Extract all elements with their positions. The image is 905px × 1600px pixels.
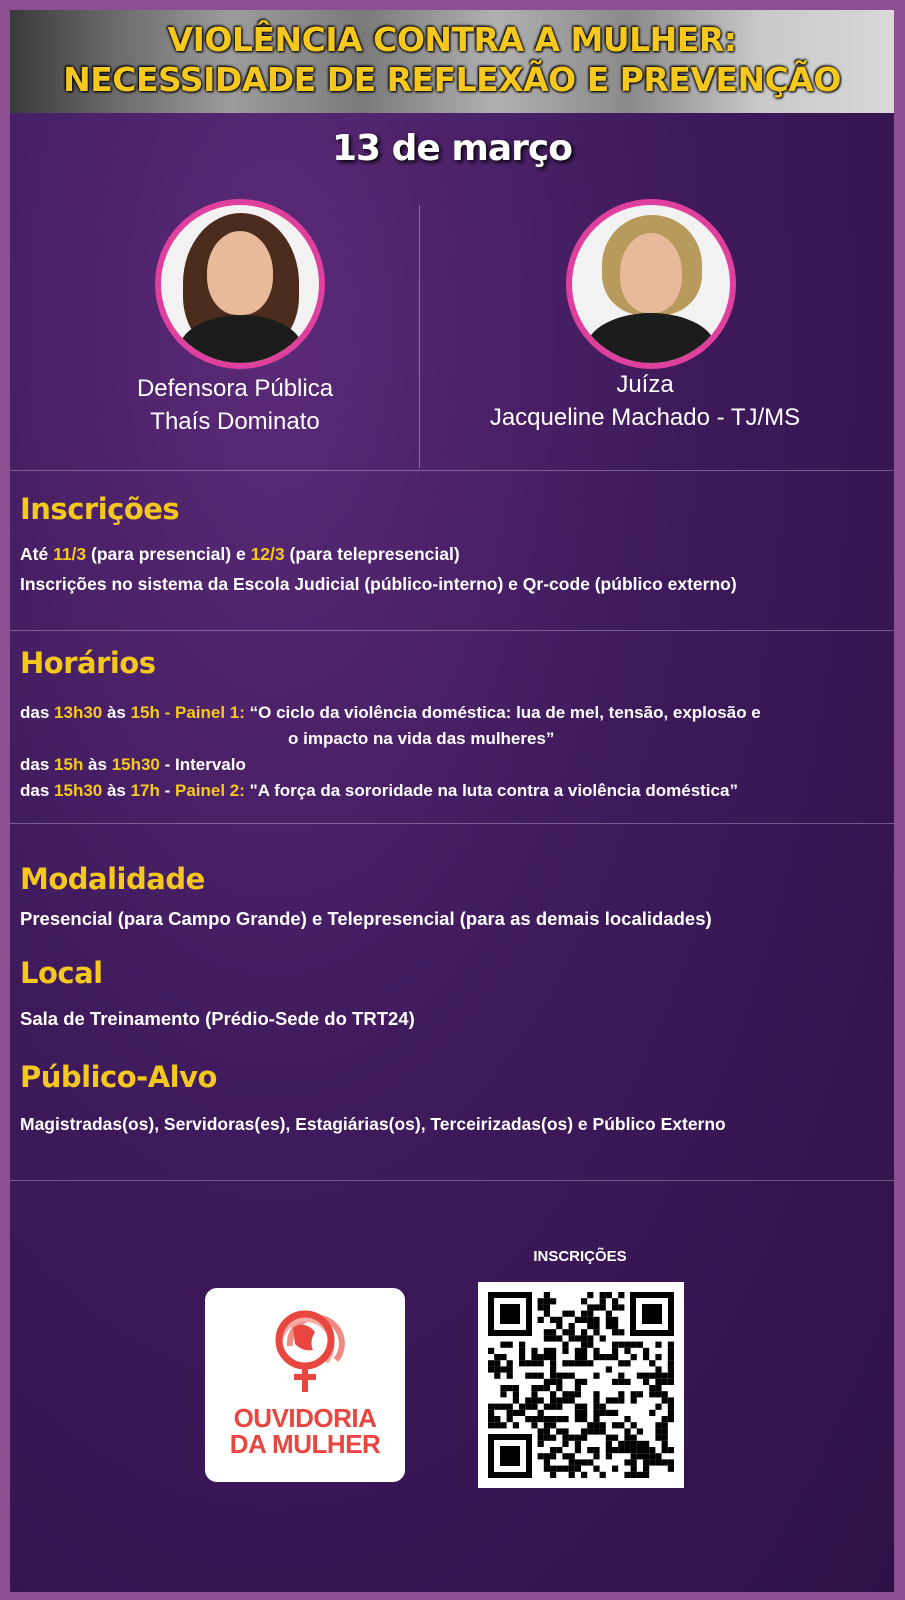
event-date: 13 de março (332, 128, 572, 169)
horarios-heading: Horários (20, 646, 156, 680)
speaker-name: Thaís Dominato (150, 408, 320, 435)
registration-qr-code[interactable] (478, 1282, 684, 1488)
speaker-role: Defensora Pública (136, 375, 334, 402)
local-heading: Local (20, 956, 103, 990)
event-title: VIOLÊNCIA CONTRA A MULHER: NECESSIDADE DE REFLEXÃO E PREVENÇÃO (63, 20, 841, 99)
divider (10, 823, 894, 824)
speaker-name: Jacqueline Machado - TJ/MS (489, 404, 801, 431)
speaker-role: Juíza (616, 371, 674, 398)
inscricoes-deadlines: Até 11/3 (para presencial) e 12/3 (para telepresencial) (20, 544, 460, 564)
header-banner (10, 10, 894, 113)
modalidade-text: Presencial (para Campo Grande) e Telepresencial (para as demais localidades) (20, 908, 712, 929)
schedule-row-1: das 13h30 às 15h - Painel 1: “O ciclo da violência doméstica: lua de mel, tensão, explosão e (20, 703, 761, 722)
publico-heading: Público-Alvo (20, 1060, 217, 1094)
divider (10, 470, 894, 471)
inscricoes-info: Inscrições no sistema da Escola Judicial (público-interno) e Qr-code (público externo) (20, 574, 737, 594)
poster (10, 10, 894, 1592)
divider (419, 205, 420, 468)
inscricoes-heading: Inscrições (20, 492, 180, 526)
modalidade-heading: Modalidade (20, 862, 205, 896)
speaker-photo-2 (566, 199, 736, 369)
local-text: Sala de Treinamento (Prédio-Sede do TRT24) (20, 1008, 415, 1029)
speaker-info-2 (450, 368, 840, 434)
qr-code-icon (478, 1282, 684, 1488)
ouvidoria-logo: OUVIDORIA DA MULHER (205, 1288, 405, 1482)
divider (10, 1180, 894, 1181)
speaker-info-1 (80, 372, 390, 438)
speaker-photo-1 (155, 199, 325, 369)
schedule-row-3: das 15h30 às 17h - Painel 2: "A força da sororidade na luta contra a violência doméstica” (20, 781, 738, 800)
schedule-row-2: das 15h às 15h30 - Intervalo (20, 755, 246, 774)
divider (10, 630, 894, 631)
qr-label: INSCRIÇÕES (533, 1248, 627, 1265)
schedule-row-1-cont: o impacto na vida das mulheres” (288, 729, 555, 748)
publico-text: Magistradas(os), Servidoras(es), Estagiárias(os), Terceirizadas(os) e Público Externo (20, 1114, 726, 1134)
